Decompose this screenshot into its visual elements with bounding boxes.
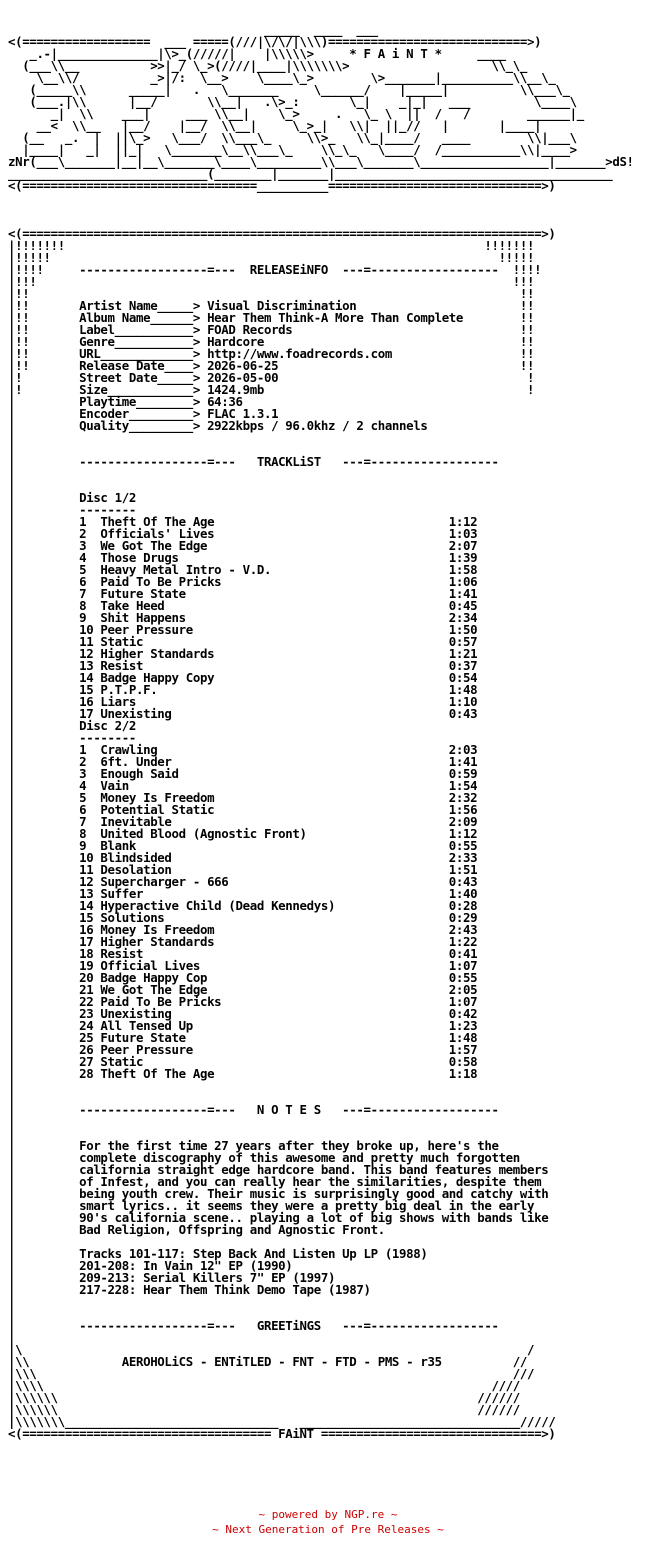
footer-tagline: ~ Next Generation of Pre Releases ~ — [212, 1523, 444, 1536]
footer-suffix: ~ — [384, 1508, 398, 1521]
footer-prefix: ~ powered by — [258, 1508, 345, 1521]
footer-powered-by — [0, 1508, 656, 1521]
ngp-link[interactable]: NGP.re — [344, 1508, 385, 1521]
nfo-text: _____ ____ ___ <(================== ___ =====(///|\/\/|\\\)============================>) _.-|______________|\>_(/////| |\\\\\> * F A i N T * ____ (___\\__ >>|_/ \_>(////|____|\\\\\\\> \\_\_ \__\\/ _>|/: \__> \____\_> \>_______|__________\\__\_ (_____\\ _____| . \_______ \______/ |_____| \\___\_ (___.|\\ |__/ \\__| .\>_: \_| _|_| ___ \____\ _| \\ ___| ___ \\__| \_> . \_ \ || / / ______|_ __< \\__ |__/ |__/ \\__| \_>_| \\| ||_// | |____| (__ _. | ||\_> \___/ \\___\_ \\>_ \\_|____/ ____ \\|___\ |____| _| ||_| \_______\__\\___\_ \\_\_ \____/ /___________\\|____> zNr(___\_______|__|__\_______\____\_________\\___\_______\__________________|_______>dS! ____________________________(________|_______|_______________________________________ <(=================================__________==============================>) <(=========================================================================>) |!!!!!!! !!!!!!! |!!!!! !!!!! |!!!! ------------------=--- RELEASEiNFO ---=------------------ !!!! |!!! !!! |!! !! |!! Artist Name_____> Visual Discrimination !! |!! Album Name______> Hear Them Think-A More Than Complete !! |!! Label___________> FOAD Records !! |!! Genre___________> Hardcore !! |!! URL_____________> http://www.foadrecords.com !! |!! Release Date____> 2026-06-25 !! |! Street Date_____> 2026-05-00 ! |! Size____________> 1424.9mb ! | Playtime________> 64:36 | Encoder_________> FLAC 1.3.1 | Quality_________> 2922kbps / 96.0khz / 2 channels | | | ------------------=--- TRACKLiST ---=------------------ | | | Disc 1/2 | -------- | 1 Theft Of The Age 1:12 | 2 Officials' Lives 1:03 | 3 We Got The Edge 2:07 | 4 Those Drugs 1:39 | 5 Heavy Metal Intro - V.D. 1:58 | 6 Paid To Be Pricks 1:06 | 7 Future State 1:41 | 8 Take Heed 0:45 | 9 Shit Happens 2:34 | 10 Peer Pressure 1:50 | 11 Static 0:57 | 12 Higher Standards 1:21 | 13 Resist 0:37 | 14 Badge Happy Copy 0:54 | 15 P.T.P.F. 1:48 | 16 Liars 1:10 | 17 Unexisting 0:43 | Disc 2/2 | -------- | 1 Crawling 2:03 | 2 6ft. Under 1:41 | 3 Enough Said 0:59 | 4 Vain 1:54 | 5 Money Is Freedom 2:32 | 6 Potential Static 1:56 | 7 Inevitable 2:09 | 8 United Blood (Agnostic Front) 1:12 | 9 Blank 0:55 | 10 Blindsided 2:33 | 11 Desolation 1:51 | 12 Supercharger - 666 0:43 | 13 Suffer 1:40 | 14 Hyperactive Child (Dead Kennedys) 0:28 | 15 Solutions 0:29 | 16 Money Is Freedom 2:43 | 17 Higher Standards 1:22 | 18 Resist 0:41 | 19 Official Lives 1:07 | 20 Badge Happy Cop 0:55 | 21 We Got The Edge 2:05 | 22 Paid To Be Pricks 1:07 | 23 Unexisting 0:42 | 24 All Tensed Up 1:23 | 25 Future State 1:48 | 26 Peer Pressure 1:57 | 27 Static 0:58 | 28 Theft Of The Age 1:18 | | | ------------------=--- N O T E S ---=------------------ | | | For the first time 27 years after they broke up, here's the | complete discography of this awesome and pretty much forgotten | california straight edge hardcore band. This band features members | of Infest, and you can really hear the similarities, despite them | being youth crew. Their music is surprisingly good and catchy with | smart lyrics.. it seems they were a pretty big deal in the early | 90's california scene.. playing a lot of big shows with bands like | Bad Religion, Offspring and Agnostic Front. | | Tracks 101-117: Step Back And Listen Up LP (1988) | 201-208: In Vain 12" EP (1990) | 209-213: Serial Killers 7" EP (1997) | 217-228: Hear Them Think Demo Tape (1987) | | | ------------------=--- GREETiNGS ---=------------------ | |\ / |\\ AEROHOLiCS - ENTiTLED - FNT - FTD - PMS - r35 // |\\\ /// |\\\\ //// |\\\\\\ ////// |\\\\\\ ////// |\\\\\\\______________________________ _______________________________///// <(=================================== FAiNT ===============================>) — [8, 22, 634, 1441]
